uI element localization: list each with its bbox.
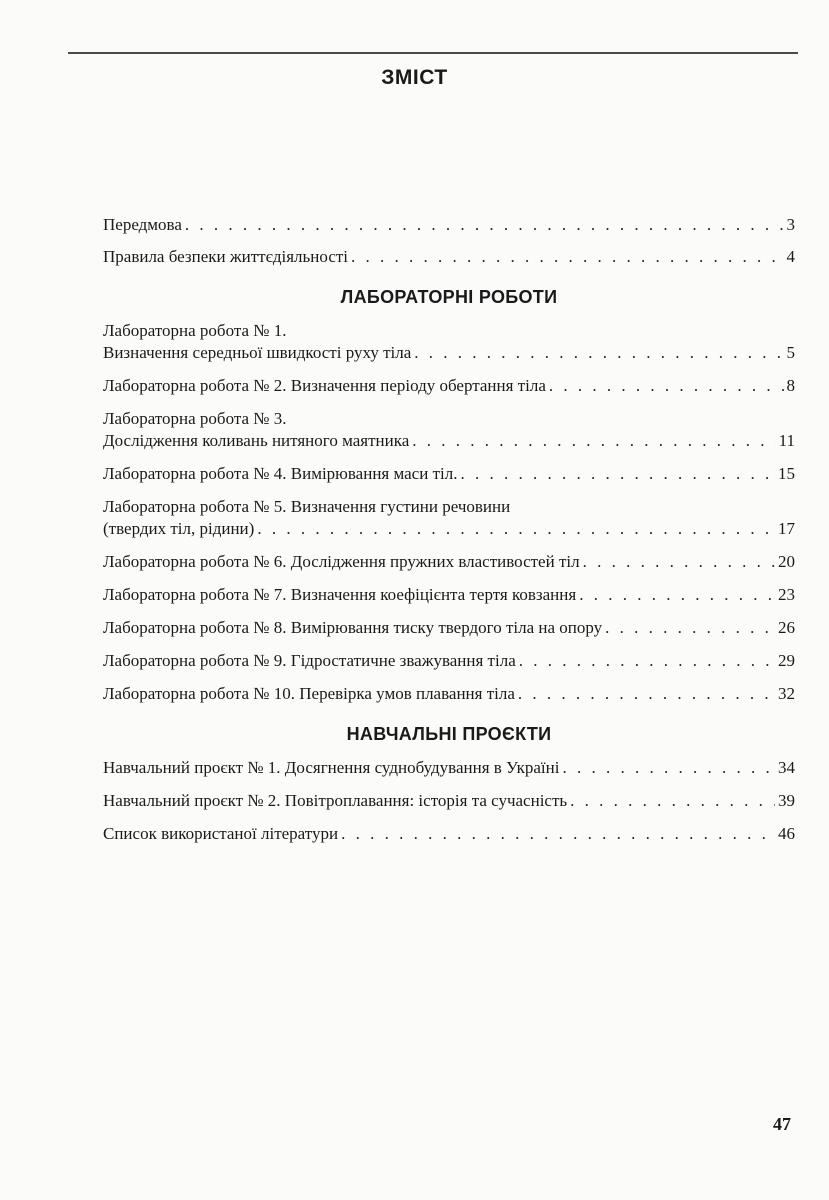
entry-text: Лабораторна робота № 10. Перевірка умов плавання тіла	[103, 684, 515, 703]
dot-leader	[351, 246, 783, 268]
entry-page: 20	[778, 552, 795, 571]
entry-page: 8	[786, 376, 795, 395]
page-number: 47	[773, 1114, 791, 1134]
entry-page: 11	[778, 431, 795, 450]
page-title: ЗМІСТ	[381, 66, 448, 89]
entry-text: Список використаної літератури	[103, 824, 339, 843]
entry-page: 4	[786, 247, 795, 266]
toc-entry-lab-3[interactable]	[103, 408, 795, 452]
toc-entry-lab-9[interactable]	[103, 650, 795, 672]
dot-leader	[549, 375, 784, 397]
entry-page: 29	[778, 651, 795, 670]
table-of-contents	[103, 214, 795, 856]
dot-leader	[570, 790, 775, 812]
toc-entry-project-1[interactable]	[103, 757, 795, 779]
top-rule	[68, 52, 798, 54]
entry-page: 17	[778, 519, 795, 538]
entry-text: Лабораторна робота № 8. Вимірювання тиску твердого тіла на опору	[103, 618, 603, 637]
entry-text: Навчальний проєкт № 2. Повітроплавання: історія та сучасність	[103, 791, 568, 810]
section-heading-projects: НАВЧАЛЬНІ ПРОЄКТИ	[346, 724, 552, 744]
entry-first-line: Лабораторна робота № 5. Визначення густини речовини	[103, 497, 511, 516]
toc-entry-safety-rules[interactable]	[103, 246, 795, 268]
entry-page: 23	[778, 585, 795, 604]
toc-entry-lab-5[interactable]	[103, 496, 795, 540]
entry-page: 3	[786, 215, 795, 234]
dot-leader	[583, 551, 775, 573]
entry-text: Передмова	[103, 215, 182, 234]
toc-entry-lab-10[interactable]	[103, 683, 795, 705]
entry-page: 15	[778, 464, 795, 483]
entry-text: Лабораторна робота № 7. Визначення коефіцієнта тертя ковзання	[103, 585, 577, 604]
section-heading-labs: ЛАБОРАТОРНІ РОБОТИ	[340, 287, 558, 307]
entry-text: Визначення середньої швидкості руху тіла	[103, 343, 412, 362]
dot-leader	[412, 430, 775, 452]
entry-page: 34	[778, 758, 795, 777]
toc-entry-project-2[interactable]	[103, 790, 795, 812]
entry-page: 46	[778, 824, 795, 843]
entry-page: 39	[778, 791, 795, 810]
entry-text: Лабораторна робота № 4. Вимірювання маси тіл.	[103, 464, 458, 483]
toc-entry-lab-1[interactable]	[103, 320, 795, 364]
entry-text: Дослідження коливань нитяного маятника	[103, 431, 410, 450]
entry-first-line: Лабораторна робота № 1.	[103, 321, 287, 340]
entry-text: Навчальний проєкт № 1. Досягнення суднобудування в Україні	[103, 758, 560, 777]
toc-entry-lab-7[interactable]	[103, 584, 795, 606]
toc-entry-lab-4[interactable]	[103, 463, 795, 485]
dot-leader	[579, 584, 775, 606]
dot-leader	[518, 683, 775, 705]
dot-leader	[562, 757, 775, 779]
dot-leader	[185, 214, 784, 236]
entry-page: 32	[778, 684, 795, 703]
dot-leader	[605, 617, 775, 639]
entry-first-line: Лабораторна робота № 3.	[103, 409, 287, 428]
entry-text: Лабораторна робота № 9. Гідростатичне зважування тіла	[103, 651, 516, 670]
dot-leader	[257, 518, 775, 540]
toc-entry-lab-2[interactable]	[103, 375, 795, 397]
toc-entry-references[interactable]	[103, 823, 795, 845]
entry-text: Правила безпеки життєдіяльності	[103, 247, 349, 266]
entry-text: (твердих тіл, рідини)	[103, 519, 255, 538]
entry-text: Лабораторна робота № 2. Визначення періоду обертання тіла	[103, 376, 546, 395]
entry-page: 5	[786, 343, 795, 362]
toc-entry-lab-6[interactable]	[103, 551, 795, 573]
toc-entry-lab-8[interactable]	[103, 617, 795, 639]
dot-leader	[414, 342, 783, 364]
entry-page: 26	[778, 618, 795, 637]
dot-leader	[519, 650, 775, 672]
entry-text: Лабораторна робота № 6. Дослідження пружних властивостей тіл	[103, 552, 580, 571]
toc-entry-preface[interactable]	[103, 214, 795, 236]
dot-leader	[460, 463, 775, 485]
dot-leader	[341, 823, 775, 845]
